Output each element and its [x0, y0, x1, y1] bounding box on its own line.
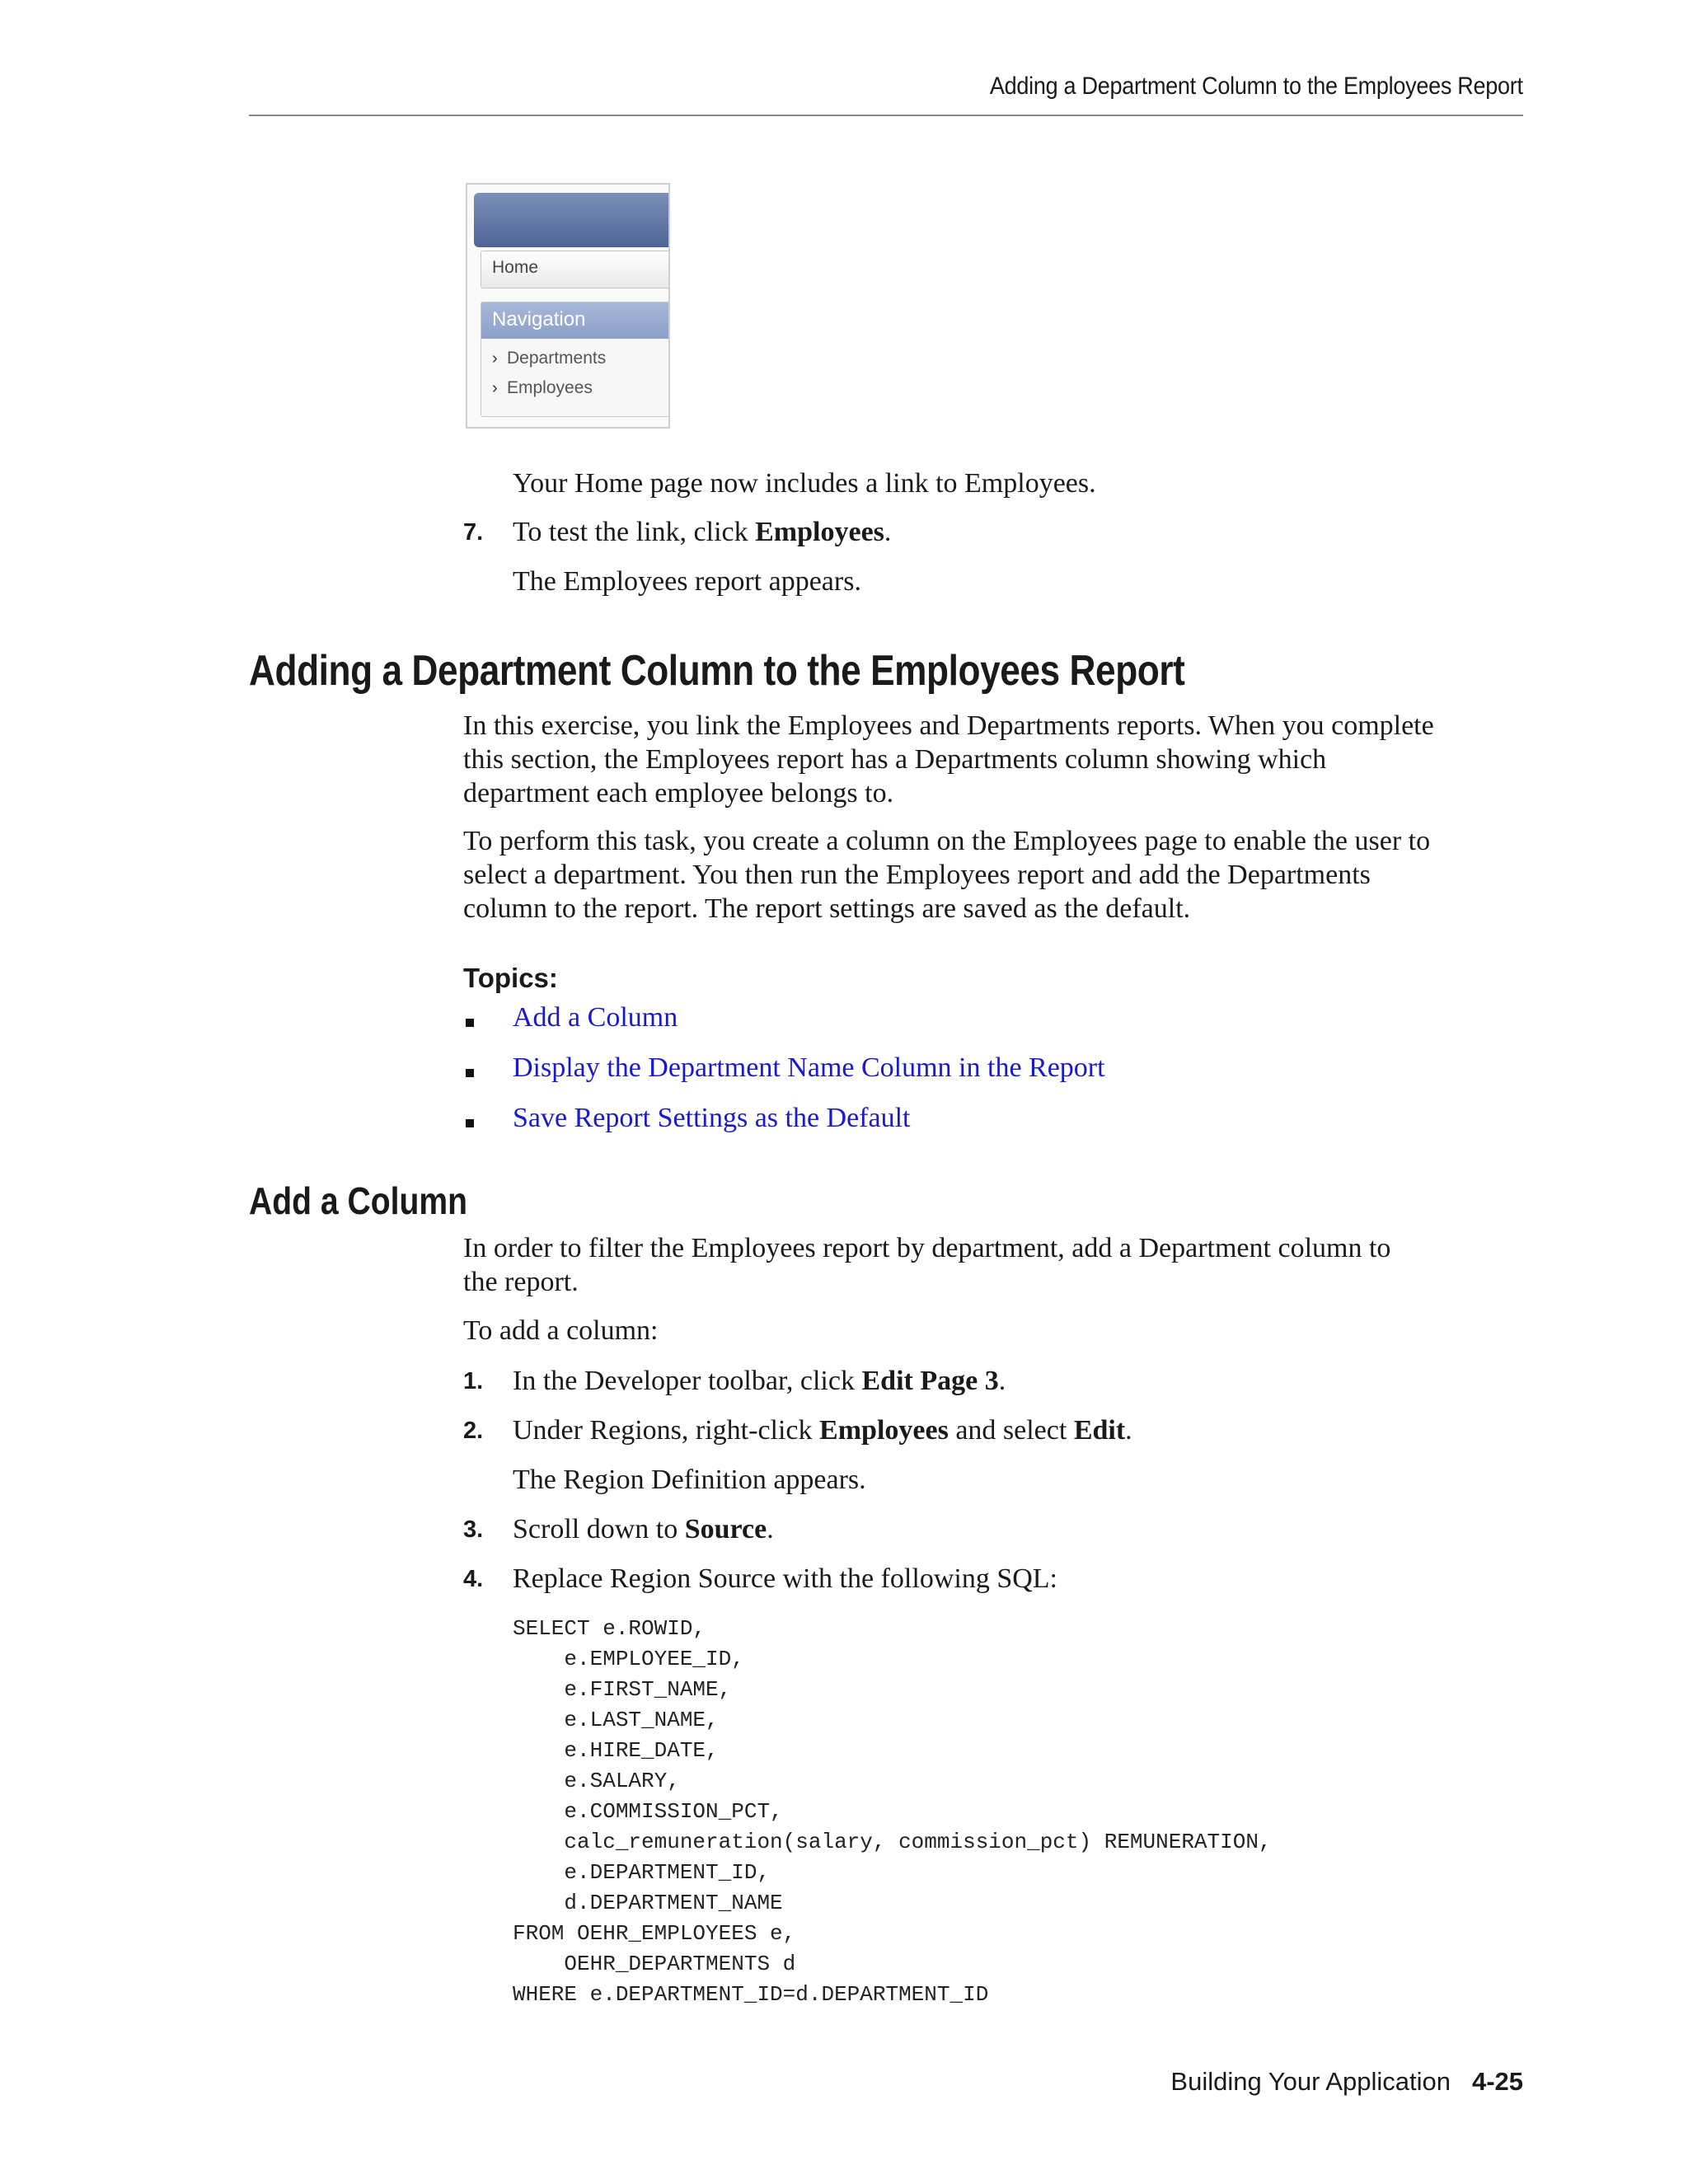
bullet-icon [466, 1019, 474, 1027]
code-line: d.DEPARTMENT_NAME [513, 1891, 783, 1915]
ui-term: Employees [755, 517, 884, 547]
step-result-text: The Employees report appears. [513, 566, 861, 597]
lead-text: To add a column: [463, 1315, 659, 1346]
caption-text: Your Home page now includes a link to Employees. [513, 468, 1096, 499]
bullet-icon [466, 1119, 474, 1127]
step-result-text: The Region Definition appears. [513, 1465, 866, 1495]
code-line: e.HIRE_DATE, [513, 1738, 719, 1763]
step-text: In the Developer toolbar, click Edit Page 3. [513, 1366, 1006, 1396]
code-line: WHERE e.DEPARTMENT_ID=d.DEPARTMENT_ID [513, 1982, 989, 2007]
code-line: e.FIRST_NAME, [513, 1677, 732, 1702]
code-line: FROM OEHR_EMPLOYEES e, [513, 1921, 796, 1946]
section-heading: Adding a Department Column to the Employees Report [249, 647, 1185, 695]
screenshot-navigation-title: Navigation [481, 302, 670, 339]
running-header: Adding a Department Column to the Employees Report [990, 73, 1523, 100]
topics-label: Topics: [463, 963, 558, 993]
step-text: Replace Region Source with the following SQL: [513, 1563, 1057, 1594]
screenshot-title-bar [474, 193, 670, 247]
topic-link-display-department[interactable]: Display the Department Name Column in the Report [513, 1052, 1105, 1083]
paragraph: To perform this task, you create a column on the Employees page to enable the user to select a department. You then run the Employees report and add the Departments column to the report. The report settings are saved as the default. [463, 826, 1431, 924]
step-number: 7. [463, 519, 484, 546]
step-text: To test the link, click Employees. [513, 517, 892, 547]
page-number: 4-25 [1471, 2067, 1523, 2096]
step-number: 1. [463, 1368, 484, 1394]
step-number: 2. [463, 1418, 484, 1444]
screenshot-nav-item-employees: › Employees [492, 378, 593, 397]
code-line: e.LAST_NAME, [513, 1708, 719, 1732]
paragraph: In this exercise, you link the Employees and Departments reports. When you complete this section, the Employees report has a Departments column showing which department each employee belongs to. [463, 710, 1434, 808]
screenshot-nav-item-departments: › Departments [492, 349, 607, 368]
subsection-heading: Add a Column [249, 1179, 468, 1222]
topic-link-save-settings[interactable]: Save Report Settings as the Default [513, 1103, 911, 1133]
chevron-right-icon: › [492, 379, 498, 397]
step-number: 3. [463, 1516, 484, 1543]
topic-link-add-column[interactable]: Add a Column [513, 1002, 678, 1033]
code-line: e.EMPLOYEE_ID, [513, 1647, 744, 1671]
page-footer [1170, 2067, 1523, 2097]
step-text: Scroll down to Source. [513, 1514, 774, 1544]
code-line: calc_remuneration(salary, commission_pct) REMUNERATION, [513, 1830, 1272, 1854]
code-line: SELECT e.ROWID, [513, 1616, 706, 1641]
ui-term: Source [684, 1514, 767, 1544]
header-rule [249, 115, 1523, 116]
footer-chapter: Building Your Application [1170, 2067, 1451, 2096]
bullet-icon [466, 1069, 474, 1077]
paragraph: In order to filter the Employees report by department, add a Department column to the report. [463, 1233, 1391, 1297]
navigation-screenshot [466, 183, 670, 429]
code-line: e.COMMISSION_PCT, [513, 1799, 783, 1824]
screenshot-home-tab: Home [481, 251, 670, 288]
sql-code-block [513, 1614, 1272, 2010]
screenshot-navigation-region [481, 302, 670, 417]
step-text: Under Regions, right-click Employees and select Edit. [513, 1415, 1132, 1446]
ui-term: Edit Page 3 [861, 1366, 999, 1396]
code-line: OEHR_DEPARTMENTS d [513, 1952, 796, 1976]
ui-term: Edit [1073, 1415, 1126, 1446]
chevron-right-icon: › [492, 349, 498, 368]
step-number: 4. [463, 1566, 484, 1592]
code-line: e.DEPARTMENT_ID, [513, 1860, 771, 1885]
ui-term: Employees [819, 1415, 949, 1446]
code-line: e.SALARY, [513, 1769, 680, 1793]
